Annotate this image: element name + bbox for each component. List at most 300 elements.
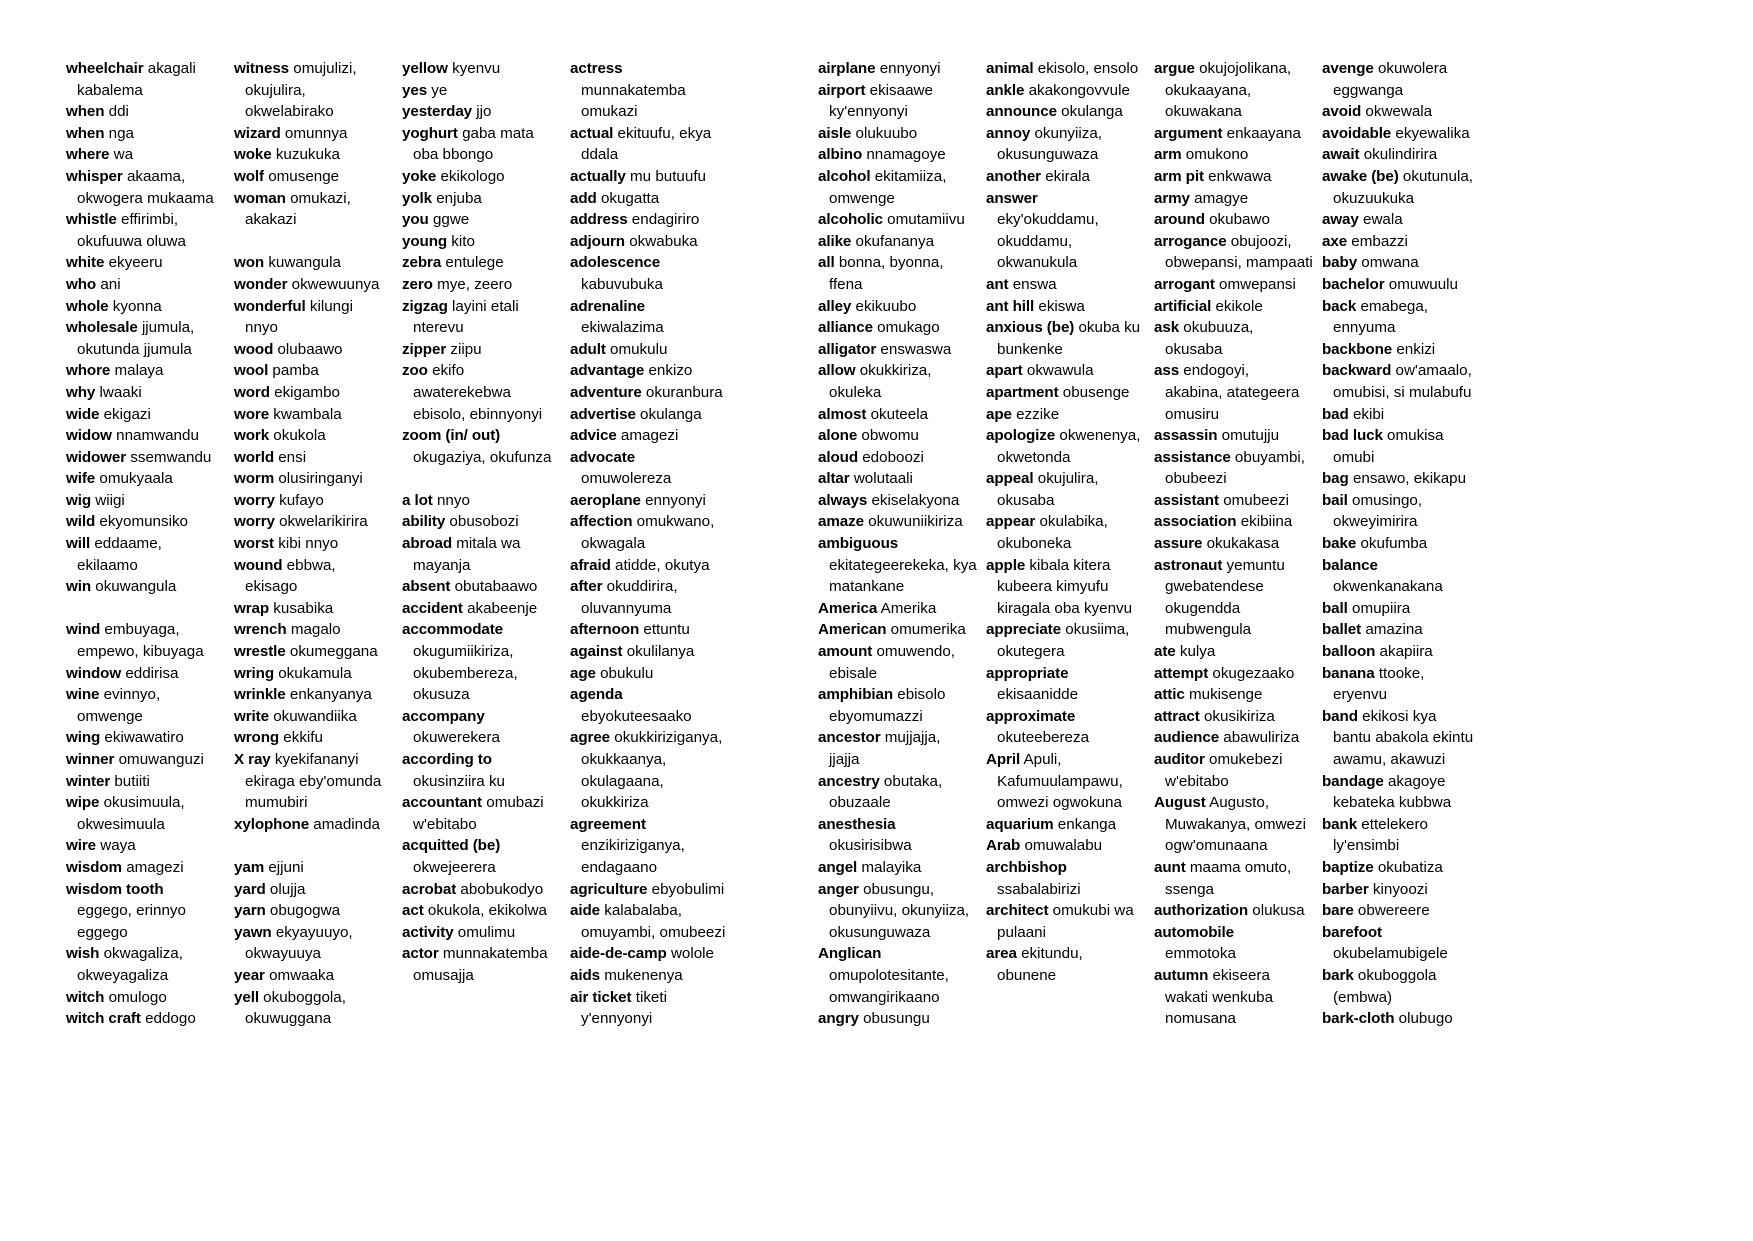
entry-gloss-continuation: ffena bbox=[829, 275, 863, 293]
entry-gloss-continuation: okwogera mukaama bbox=[77, 189, 214, 207]
entry-headword: bandage bbox=[1322, 772, 1384, 790]
entry-gloss: magalo bbox=[290, 621, 341, 639]
dictionary-entry bbox=[570, 965, 738, 987]
entry-headword: avenge bbox=[1322, 60, 1374, 77]
entry-headword: bank bbox=[1322, 815, 1358, 833]
dictionary-entry bbox=[1322, 533, 1490, 555]
dictionary-column bbox=[1322, 58, 1490, 1030]
entry-headword: air ticket bbox=[570, 988, 632, 1006]
dictionary-entry bbox=[986, 404, 1154, 426]
entry-headword: backbone bbox=[1322, 340, 1393, 358]
entry-gloss: obusenge bbox=[1062, 383, 1130, 401]
entry-headword: bachelor bbox=[1322, 275, 1385, 293]
entry-gloss-continuation: okujulira, bbox=[245, 81, 306, 99]
entry-headword: baptize bbox=[1322, 858, 1374, 876]
entry-headword: wisdom bbox=[66, 858, 122, 876]
entry-headword: address bbox=[570, 211, 628, 229]
entry-gloss: layini etali bbox=[452, 297, 519, 315]
entry-gloss: ekikosi kya bbox=[1362, 707, 1437, 725]
dictionary-entry bbox=[570, 382, 738, 404]
entry-headword: wife bbox=[66, 470, 96, 488]
entry-gloss-continuation: kabalema bbox=[77, 81, 143, 99]
entry-gloss: okufananya bbox=[855, 232, 935, 250]
entry-gloss: enkwawa bbox=[1208, 167, 1272, 185]
entry-gloss: edoboozi bbox=[862, 448, 924, 466]
dictionary-entry bbox=[402, 80, 570, 102]
entry-gloss: omukulu bbox=[610, 340, 668, 358]
dictionary-entry bbox=[986, 835, 1154, 857]
entry-gloss: kufayo bbox=[279, 491, 324, 509]
entry-headword: zero bbox=[402, 275, 433, 293]
entry-headword: act bbox=[402, 902, 424, 920]
entry-headword: ankle bbox=[986, 81, 1025, 99]
entry-headword: alley bbox=[818, 297, 852, 315]
dictionary-entry bbox=[234, 684, 402, 706]
dictionary-entry bbox=[1154, 317, 1322, 339]
dictionary-entry bbox=[818, 447, 986, 469]
entry-headword: witch bbox=[66, 988, 105, 1006]
entry-headword: will bbox=[66, 535, 91, 553]
entry-gloss-continuation: ekitategeerekeka, kya bbox=[829, 556, 977, 574]
dictionary-entry bbox=[66, 58, 234, 80]
entry-gloss: olubugo bbox=[1398, 1010, 1453, 1028]
entry-headword: witness bbox=[234, 60, 290, 77]
entry-headword: wrinkle bbox=[234, 686, 286, 704]
entry-gloss: omubazi bbox=[486, 794, 544, 812]
entry-headword: advertise bbox=[570, 405, 636, 423]
entry-headword: when bbox=[66, 103, 105, 121]
entry-headword: zoom (in/ out) bbox=[402, 427, 501, 445]
dictionary-entry bbox=[66, 360, 234, 382]
entry-gloss: omwaaka bbox=[269, 966, 335, 984]
entry-gloss-continuation: omubisi, si mulabufu bbox=[1333, 383, 1472, 401]
entry-gloss: bonna, byonna, bbox=[838, 254, 944, 272]
entry-headword: X ray bbox=[234, 751, 271, 768]
entry-gloss-continuation: omusiru bbox=[1165, 405, 1220, 423]
entry-headword: whole bbox=[66, 297, 109, 315]
entry-gloss: olukuubo bbox=[855, 124, 918, 142]
entry-gloss: nnamagoye bbox=[866, 146, 946, 164]
dictionary-column bbox=[818, 58, 986, 1030]
entry-headword: wound bbox=[234, 556, 283, 574]
entry-gloss-continuation: okuzuukuka bbox=[1333, 189, 1415, 207]
entry-headword: ass bbox=[1154, 362, 1180, 380]
dictionary-entry bbox=[1322, 58, 1490, 80]
entry-gloss: okulanga bbox=[1061, 103, 1123, 121]
dictionary-entry bbox=[1154, 188, 1322, 210]
entry-gloss: omujulizi, bbox=[293, 60, 357, 77]
entry-headword: aide-de-camp bbox=[570, 945, 667, 963]
entry-headword: automobile bbox=[1154, 923, 1235, 941]
entry-headword: baby bbox=[1322, 254, 1358, 272]
dictionary-entry bbox=[570, 879, 738, 901]
entry-headword: ape bbox=[986, 405, 1012, 423]
dictionary-entry bbox=[402, 943, 570, 965]
entry-headword: backward bbox=[1322, 362, 1392, 380]
dictionary-entry bbox=[66, 1008, 234, 1030]
entry-gloss: ekkifu bbox=[283, 729, 323, 747]
entry-headword: agenda bbox=[570, 686, 623, 704]
dictionary-entry bbox=[986, 468, 1154, 490]
entry-gloss: ekifo bbox=[432, 362, 465, 380]
entry-gloss: amazina bbox=[1365, 621, 1423, 639]
entry-headword: alliance bbox=[818, 319, 873, 337]
entry-headword: ancestry bbox=[818, 772, 880, 790]
entry-gloss: ekyewalika bbox=[1395, 124, 1470, 142]
entry-gloss: ekibi bbox=[1352, 405, 1385, 423]
dictionary-entry bbox=[1154, 792, 1322, 814]
entry-gloss: malayika bbox=[861, 858, 922, 876]
dictionary-entry bbox=[570, 490, 738, 512]
dictionary-columns bbox=[66, 58, 1695, 1038]
entry-headword: widow bbox=[66, 427, 112, 445]
entry-headword: wonder bbox=[234, 275, 288, 293]
entry-gloss: ekigambo bbox=[274, 383, 340, 401]
entry-gloss: okulindirira bbox=[1363, 146, 1438, 164]
entry-gloss: omulimu bbox=[457, 923, 516, 941]
dictionary-entry bbox=[234, 490, 402, 512]
entry-headword: yoghurt bbox=[402, 124, 458, 142]
entry-headword: worst bbox=[234, 535, 275, 553]
dictionary-entry bbox=[234, 468, 402, 490]
entry-gloss: okwelarikirira bbox=[279, 513, 368, 531]
dictionary-entry bbox=[1322, 296, 1490, 318]
entry-gloss-continuation: wakati wenkuba bbox=[1165, 988, 1274, 1006]
entry-gloss: olujja bbox=[269, 880, 306, 898]
entry-gloss: omukago bbox=[877, 319, 940, 337]
dictionary-entry bbox=[234, 814, 402, 836]
dictionary-entry bbox=[402, 231, 570, 253]
dictionary-entry bbox=[986, 360, 1154, 382]
dictionary-entry bbox=[818, 1008, 986, 1030]
dictionary-entry bbox=[986, 943, 1154, 965]
dictionary-entry bbox=[402, 533, 570, 555]
entry-headword: who bbox=[66, 275, 97, 293]
dictionary-entry bbox=[1322, 641, 1490, 663]
entry-gloss: malaya bbox=[114, 362, 164, 380]
entry-headword: absent bbox=[402, 578, 451, 596]
entry-gloss: ekisaawe bbox=[869, 81, 933, 99]
entry-headword: whistle bbox=[66, 211, 117, 229]
entry-gloss: okulabika, bbox=[1039, 513, 1108, 531]
entry-gloss: akakongovvule bbox=[1028, 81, 1130, 99]
entry-headword: aquarium bbox=[986, 815, 1054, 833]
dictionary-entry bbox=[402, 792, 570, 814]
entry-gloss-continuation: okubelamubigele bbox=[1333, 945, 1448, 963]
entry-headword: wood bbox=[234, 340, 274, 358]
dictionary-entry bbox=[402, 166, 570, 188]
entry-gloss-continuation: ebyomumazzi bbox=[829, 707, 923, 725]
entry-gloss-continuation: ekilaamo bbox=[77, 556, 138, 574]
entry-headword: always bbox=[818, 491, 868, 509]
entry-headword: Arab bbox=[986, 837, 1021, 855]
entry-gloss: okulanga bbox=[640, 405, 702, 423]
dictionary-entry bbox=[818, 879, 986, 901]
dictionary-entry bbox=[66, 317, 234, 339]
entry-gloss: ekiselakyona bbox=[871, 491, 960, 509]
dictionary-entry bbox=[986, 317, 1154, 339]
dictionary-entry bbox=[818, 425, 986, 447]
entry-gloss: mukisenge bbox=[1188, 686, 1263, 704]
entry-gloss: kibala kitera bbox=[1029, 556, 1111, 574]
dictionary-entry bbox=[570, 684, 738, 706]
entry-headword: aeroplane bbox=[570, 491, 641, 509]
entry-headword: wizard bbox=[234, 124, 281, 142]
entry-headword: wrong bbox=[234, 729, 280, 747]
entry-gloss-continuation: okutunda jjumula bbox=[77, 340, 192, 358]
dictionary-entry bbox=[234, 58, 402, 80]
entry-gloss-continuation: omwenge bbox=[77, 707, 143, 725]
entry-gloss: entulege bbox=[445, 254, 504, 272]
entry-gloss-continuation: omukazi bbox=[581, 103, 638, 121]
dictionary-entry bbox=[234, 857, 402, 879]
entry-headword: year bbox=[234, 966, 265, 984]
entry-headword: alike bbox=[818, 232, 852, 250]
entry-headword: amphibian bbox=[818, 686, 894, 704]
dictionary-entry bbox=[818, 209, 986, 231]
entry-headword: April bbox=[986, 751, 1021, 768]
dictionary-entry bbox=[570, 814, 738, 836]
entry-gloss: okulilanya bbox=[626, 643, 695, 661]
dictionary-entry bbox=[818, 684, 986, 706]
dictionary-entry bbox=[1322, 879, 1490, 901]
entry-headword: wrench bbox=[234, 621, 287, 639]
dictionary-entry bbox=[234, 511, 402, 533]
entry-headword: arm bbox=[1154, 146, 1182, 164]
dictionary-entry bbox=[234, 900, 402, 922]
entry-headword: architect bbox=[986, 902, 1049, 920]
entry-gloss: okwewala bbox=[1365, 103, 1433, 121]
entry-gloss-continuation: ebyokuteesaako bbox=[581, 707, 692, 725]
entry-gloss: yemuntu bbox=[1226, 556, 1285, 574]
entry-gloss: olusiringanyi bbox=[278, 470, 363, 488]
entry-gloss: akabeenje bbox=[467, 599, 538, 617]
dictionary-entry bbox=[570, 339, 738, 361]
entry-gloss-continuation: ebisale bbox=[829, 664, 878, 682]
dictionary-entry bbox=[570, 231, 738, 253]
entry-gloss-continuation: Kafumuulampawu, bbox=[997, 772, 1123, 790]
entry-gloss: nnamwandu bbox=[116, 427, 199, 445]
dictionary-entry bbox=[234, 188, 402, 210]
dictionary-entry bbox=[66, 576, 234, 598]
entry-gloss: okwawula bbox=[1026, 362, 1094, 380]
dictionary-entry bbox=[570, 166, 738, 188]
entry-headword: apartment bbox=[986, 383, 1059, 401]
dictionary-entry bbox=[818, 166, 986, 188]
dictionary-entry bbox=[1154, 511, 1322, 533]
entry-gloss-continuation: okusunguwaza bbox=[997, 146, 1099, 164]
dictionary-entry bbox=[402, 101, 570, 123]
entry-headword: apple bbox=[986, 556, 1026, 574]
entry-headword: worm bbox=[234, 470, 275, 488]
entry-gloss: okusiima, bbox=[1065, 621, 1130, 639]
dictionary-entry bbox=[986, 425, 1154, 447]
entry-gloss: ekyomunsiko bbox=[99, 513, 189, 531]
entry-headword: worry bbox=[234, 513, 275, 531]
entry-gloss: okusikiriza bbox=[1203, 707, 1275, 725]
dictionary-entry bbox=[570, 296, 738, 318]
dictionary-entry bbox=[818, 943, 986, 965]
entry-headword: wheelchair bbox=[66, 60, 144, 77]
dictionary-entry bbox=[818, 468, 986, 490]
dictionary-entry bbox=[1322, 555, 1490, 577]
entry-headword: won bbox=[234, 254, 265, 272]
entry-headword: wolf bbox=[234, 167, 264, 185]
entry-headword: wine bbox=[66, 686, 100, 704]
entry-gloss: omuwalabu bbox=[1024, 837, 1103, 855]
dictionary-entry bbox=[986, 663, 1154, 685]
entry-gloss: enkanga bbox=[1057, 815, 1117, 833]
dictionary-entry bbox=[818, 296, 986, 318]
entry-gloss: okuddirira, bbox=[606, 578, 678, 596]
entry-headword: afternoon bbox=[570, 621, 640, 639]
dictionary-entry bbox=[66, 252, 234, 274]
dictionary-entry bbox=[234, 274, 402, 296]
entry-gloss: eddaame, bbox=[94, 535, 162, 553]
entry-gloss-continuation: (embwa) bbox=[1333, 988, 1393, 1006]
entry-gloss: embazzi bbox=[1351, 232, 1408, 250]
entry-headword: attic bbox=[1154, 686, 1185, 704]
dictionary-entry bbox=[1154, 123, 1322, 145]
entry-gloss: enkaayana bbox=[1226, 124, 1301, 142]
entry-gloss: abobukodyo bbox=[460, 880, 544, 898]
dictionary-entry bbox=[1322, 468, 1490, 490]
dictionary-entry bbox=[234, 922, 402, 944]
dictionary-entry bbox=[1322, 490, 1490, 512]
entry-gloss: amagezi bbox=[126, 858, 184, 876]
entry-gloss: olubaawo bbox=[277, 340, 343, 358]
entry-headword: acquitted (be) bbox=[402, 837, 501, 855]
entry-headword: ant hill bbox=[986, 297, 1035, 315]
entry-gloss-continuation: w'ebitabo bbox=[1165, 772, 1229, 790]
dictionary-entry bbox=[402, 296, 570, 318]
entry-gloss-continuation: okwejeerera bbox=[413, 858, 496, 876]
entry-gloss: omukwano, bbox=[636, 513, 715, 531]
entry-headword: ate bbox=[1154, 643, 1176, 661]
entry-headword: bad bbox=[1322, 405, 1349, 423]
entry-headword: after bbox=[570, 578, 603, 596]
dictionary-entry bbox=[402, 879, 570, 901]
entry-headword: ancestor bbox=[818, 729, 881, 747]
dictionary-entry bbox=[570, 900, 738, 922]
entry-gloss-continuation: omupolotesitante, bbox=[829, 966, 949, 984]
dictionary-entry bbox=[1322, 231, 1490, 253]
entry-gloss: Amerika bbox=[880, 599, 937, 617]
entry-headword: zoo bbox=[402, 362, 428, 380]
dictionary-entry bbox=[986, 188, 1154, 210]
entry-gloss: mye, zeero bbox=[437, 275, 513, 293]
entry-headword: assistance bbox=[1154, 448, 1231, 466]
entry-gloss: wolole bbox=[670, 945, 714, 963]
dictionary-entry bbox=[66, 511, 234, 533]
entry-gloss: olukusa bbox=[1252, 902, 1305, 920]
dictionary-entry bbox=[570, 58, 738, 80]
dictionary-entry bbox=[1154, 727, 1322, 749]
entry-headword: aunt bbox=[1154, 858, 1186, 876]
entry-headword: army bbox=[1154, 189, 1190, 207]
entry-gloss: atidde, okutya bbox=[615, 556, 710, 574]
dictionary-entry bbox=[986, 274, 1154, 296]
dictionary-entry bbox=[570, 619, 738, 641]
entry-gloss-continuation: okuleka bbox=[829, 383, 882, 401]
entry-gloss-continuation: gwebatendese bbox=[1165, 578, 1264, 596]
dictionary-entry bbox=[1322, 339, 1490, 361]
dictionary-entry bbox=[1154, 274, 1322, 296]
dictionary-entry bbox=[570, 447, 738, 469]
entry-gloss: ensawo, ekikapu bbox=[1352, 470, 1467, 488]
entry-gloss-continuation: obunyiivu, okunyiiza, bbox=[829, 902, 970, 920]
entry-gloss: obukulu bbox=[600, 664, 654, 682]
entry-gloss: tiketi bbox=[635, 988, 667, 1006]
entry-headword: when bbox=[66, 124, 105, 142]
entry-gloss-continuation: okuwerekera bbox=[413, 729, 500, 747]
entry-headword: woman bbox=[234, 189, 286, 207]
entry-gloss-continuation: bunkenke bbox=[997, 340, 1063, 358]
entry-headword: zigzag bbox=[402, 297, 448, 315]
dictionary-entry bbox=[818, 490, 986, 512]
dictionary-entry bbox=[234, 555, 402, 577]
dictionary-entry bbox=[234, 252, 402, 274]
entry-gloss: ekigazi bbox=[103, 405, 151, 423]
entry-gloss-continuation: okwelabirako bbox=[245, 103, 334, 121]
entry-gloss: akagali bbox=[147, 60, 196, 77]
dictionary-entry bbox=[66, 123, 234, 145]
entry-gloss: ttooke, bbox=[1378, 664, 1425, 682]
dictionary-entry bbox=[1154, 900, 1322, 922]
dictionary-entry bbox=[66, 425, 234, 447]
entry-headword: area bbox=[986, 945, 1017, 963]
entry-gloss: enswaswa bbox=[880, 340, 952, 358]
entry-headword: wring bbox=[234, 664, 274, 682]
dictionary-entry bbox=[570, 641, 738, 663]
entry-headword: you bbox=[402, 211, 429, 229]
entry-gloss: okuwandiika bbox=[273, 707, 357, 725]
entry-gloss-continuation: okuboneka bbox=[997, 535, 1072, 553]
entry-gloss: okugezaako bbox=[1212, 664, 1295, 682]
entry-gloss-continuation: okusunguwaza bbox=[829, 923, 931, 941]
entry-gloss: ebbwa, bbox=[286, 556, 336, 574]
entry-headword: bare bbox=[1322, 902, 1354, 920]
entry-headword: avoid bbox=[1322, 103, 1362, 121]
dictionary-entry bbox=[402, 252, 570, 274]
dictionary-entry bbox=[818, 339, 986, 361]
entry-gloss: ejjuni bbox=[268, 858, 304, 876]
entry-gloss-continuation: omwenge bbox=[829, 189, 895, 207]
entry-gloss-continuation: omuwolereza bbox=[581, 470, 672, 488]
entry-gloss: okufumba bbox=[1360, 535, 1428, 553]
entry-headword: accompany bbox=[402, 707, 485, 725]
entry-gloss-continuation: okufuuwa oluwa bbox=[77, 232, 186, 250]
dictionary-entry bbox=[986, 814, 1154, 836]
entry-gloss: ekibiina bbox=[1240, 513, 1293, 531]
entry-gloss: embuyaga, bbox=[104, 621, 180, 639]
entry-gloss: enjuba bbox=[436, 189, 482, 207]
entry-gloss: maama omuto, bbox=[1189, 858, 1292, 876]
entry-headword: another bbox=[986, 167, 1041, 185]
entry-headword: word bbox=[234, 383, 270, 401]
dictionary-entry bbox=[1322, 814, 1490, 836]
entry-gloss: okuteela bbox=[870, 405, 929, 423]
entry-gloss: okujulira, bbox=[1037, 470, 1099, 488]
entry-gloss: kwambala bbox=[273, 405, 342, 423]
dictionary-entry bbox=[818, 123, 986, 145]
entry-gloss-continuation: endagaano bbox=[581, 858, 658, 876]
dictionary-entry bbox=[234, 641, 402, 663]
entry-headword: yesterday bbox=[402, 103, 473, 121]
entry-gloss: endogoyi, bbox=[1183, 362, 1250, 380]
dictionary-entry bbox=[66, 879, 234, 901]
entry-gloss: ziipu bbox=[450, 340, 482, 358]
